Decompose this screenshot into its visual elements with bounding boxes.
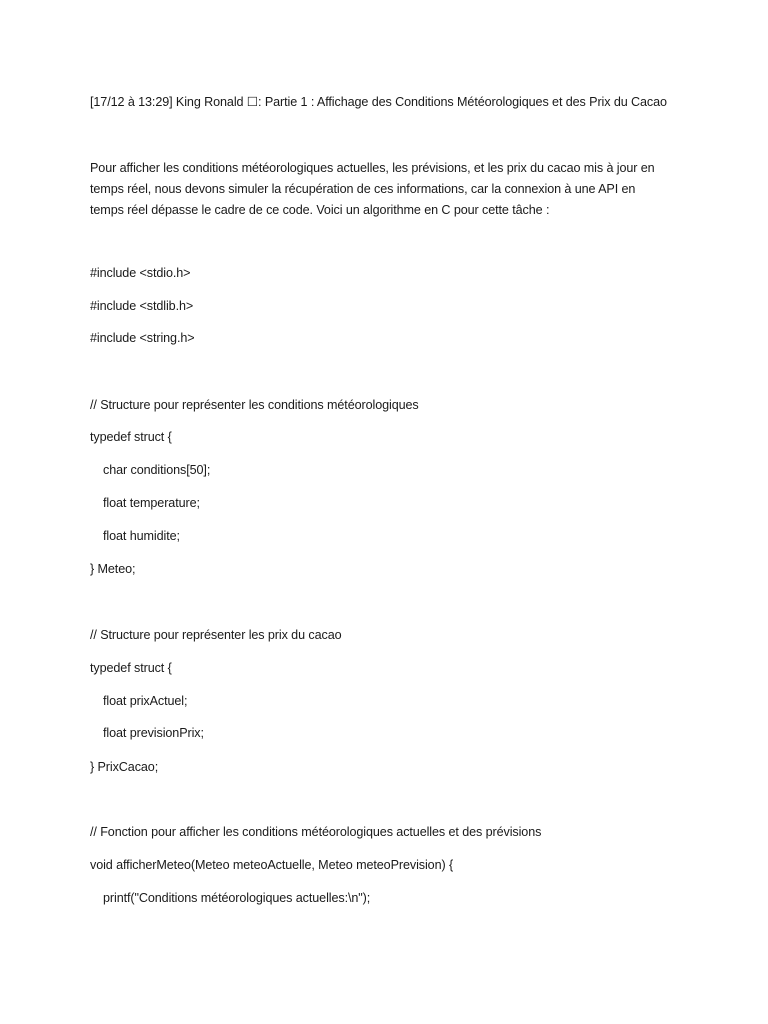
intro-line: Pour afficher les conditions météorologiques actuelles, les prévisions, et les prix du cacao mis à jour en [90, 161, 655, 175]
intro-line: temps réel, nous devons simuler la récupération de ces informations, car la connexion à une API en [90, 182, 636, 196]
code-field-temperature: float temperature; [103, 496, 200, 510]
code-field-conditions: char conditions[50]; [103, 463, 211, 477]
intro-line: temps réel dépasse le cadre de ce code. Voici un algorithme en C pour cette tâche : [90, 203, 550, 217]
code-field-prix-actuel: float prixActuel; [103, 694, 188, 708]
code-field-humidite: float humidite; [103, 529, 180, 543]
code-comment-prix: // Structure pour représenter les prix du cacao [90, 628, 342, 642]
code-field-prevision-prix: float previsionPrix; [103, 726, 204, 740]
message-header: [17/12 à 13:29] King Ronald ☐: Partie 1 : Affichage des Conditions Météorologiques et des Prix du Cacao [90, 95, 667, 109]
code-close-prix: } PrixCacao; [90, 760, 159, 774]
code-function-signature: void afficherMeteo(Meteo meteoActuelle, Meteo meteoPrevision) { [90, 858, 454, 872]
code-close-meteo: } Meteo; [90, 562, 136, 576]
code-typedef-meteo: typedef struct { [90, 430, 172, 444]
code-printf-line: printf("Conditions météorologiques actuelles:\n"); [103, 891, 371, 905]
code-comment-fonction: // Fonction pour afficher les conditions météorologiques actuelles et des prévisions [90, 825, 542, 839]
code-typedef-prix: typedef struct { [90, 661, 172, 675]
code-comment-meteo: // Structure pour représenter les conditions météorologiques [90, 398, 419, 412]
code-include-string: #include <string.h> [90, 331, 195, 345]
intro-paragraph [90, 158, 680, 221]
code-include-stdlib: #include <stdlib.h> [90, 299, 194, 313]
code-include-stdio: #include <stdio.h> [90, 266, 191, 280]
